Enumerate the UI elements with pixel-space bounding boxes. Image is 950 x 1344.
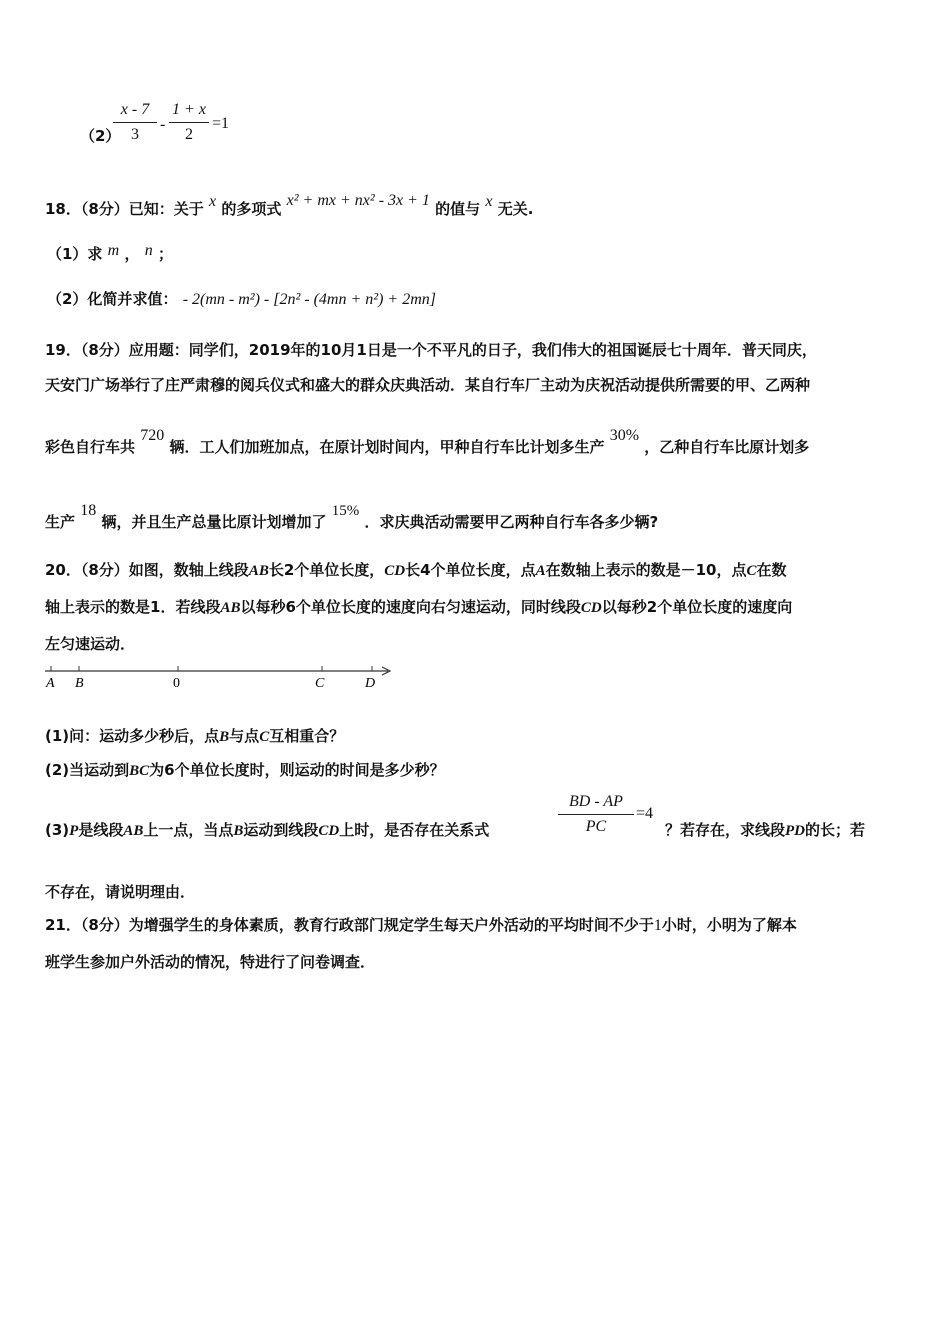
q19-line-1: 19．（8分）应用题：同学们，2019年的10月1日是一个不平凡的日子，我们伟大的祖国诞辰七十周年．普天同庆， [45,341,817,359]
q20-p3-segment-pd: PD [785,823,806,839]
axis-label-b: B [75,676,84,691]
q20-p3-e: 上时，是否存在关系式 [339,821,490,839]
q18-mid: 的多项式 [221,200,282,218]
q20-p3-d: 运动到线段 [243,821,319,839]
q19-number-720: 720 [140,427,165,444]
q20-frac-rhs: =4 [636,805,654,822]
q20-p3-g: 的长；若 [805,821,866,839]
q18-p1-label: （1）求 [47,245,103,263]
q19-number-18: 18 [80,502,97,519]
q18-p1-m: m [107,242,120,259]
q18-p1-n: n [144,242,153,259]
q20-p1-b: 与点 [229,727,260,745]
q19-percent-30: 30% [609,427,640,444]
q18-p1-comma: ， [124,245,140,263]
q20-p3-b: 是线段 [78,821,124,839]
q20-l2-b: 以每秒6个单位长度的速度向右匀速运动，同时线段 [240,598,581,616]
q20-p2-segment-bc: BC [129,763,150,779]
q18-var-x: x [209,193,217,210]
axis-label-zero: 0 [173,676,180,691]
q21-number-1: 1 [653,917,662,934]
q18-p2-expression: - 2(mn - m²) - [2n² - (4mn + n²) + 2mn] [182,291,436,308]
q19-line-4 [45,502,659,533]
q19-line4-b: 辆，并且生产总量比原计划增加了 [101,513,327,531]
q20-l1-b: 长2个单位长度， [268,561,385,579]
q20-p3-segment-cd: CD [318,823,340,839]
q19-line3-b: 辆．工人们加班加点，在原计划时间内，甲种自行车比计划多生产 [169,438,605,456]
q20-line-2 [45,597,792,618]
q18-part2 [47,289,436,310]
q20-segment-ab-2: AB [220,600,241,616]
q20-p2-a: (2)当运动到 [45,761,130,779]
q19-line4-a: 生产 [45,513,76,531]
q20-part-2 [45,760,445,781]
q21-line-2: 班学生参加户外活动的情况，特进行了问卷调查． [45,953,376,971]
q20-l1-a: 20．（8分）如图，数轴上线段 [45,561,249,579]
q20-frac-numerator: BD - AP [569,793,623,810]
q20-p3-a: (3) [45,821,70,839]
q18-polynomial: x² + mx + nx² - 3x + 1 [286,192,430,209]
q19-line4-c: ．求庆典活动需要甲乙两种自行车各多少辆? [364,513,659,531]
q18-stem [45,192,534,220]
q17-frac1-numerator: x - 7 [120,101,150,118]
q20-l1-c: 长4个单位长度，点 [405,561,536,579]
q20-l2-c: 以每秒2个单位长度的速度向 [601,598,793,616]
q20-p1-c: 互相重合？ [269,727,345,745]
q20-l2-a: 轴上表示的数是1．若线段 [45,598,221,616]
q20-point-c: C [746,563,757,579]
q19-line3-a: 彩色自行车共 [45,438,136,456]
q19-line-3 [45,427,810,458]
q18-p1-end: ； [157,245,173,263]
q19-line3-c: ，乙种自行车比原计划多 [644,438,810,456]
q18-var-x-2: x [485,193,493,210]
q20-segment-ab: AB [248,563,269,579]
axis-label-a: A [46,676,55,691]
q20-p1-a: (1)问：运动多少秒后，点 [45,727,220,745]
q17-part2-label: （2） [80,127,121,145]
q18-tail1: 的值与 [435,200,481,218]
q18-lead: 18．（8分）已知：关于 [45,200,204,218]
q19-line-2: 天安门广场举行了庄严肃穆的阅兵仪式和盛大的群众庆典活动．某自行车厂主动为庆祝活动提供所需要的甲、乙两种 [45,376,811,394]
q18-p2-label: （2）化简并求值： [47,290,178,308]
q19-percent-15: 15% [331,503,360,519]
q17-frac1-denominator: 3 [131,126,139,143]
q20-p3-f: ？若存在，求线段 [665,821,786,839]
q20-point-a: A [535,563,546,579]
q20-l1-e: 在数 [756,561,787,579]
axis-label-d: D [365,676,376,691]
q20-part-3 [45,820,489,841]
q20-relation-fraction [558,793,634,836]
q17-minus: - [160,116,166,133]
q20-p1-point-b: B [219,729,230,745]
q20-part-3-end: 不存在，请说明理由． [45,883,196,901]
q20-part-1 [45,726,344,747]
q20-line-3: 左匀速运动． [45,635,136,653]
q20-l1-d: 在数轴上表示的数是－10，点 [545,561,747,579]
q17-rhs: =1 [212,115,230,132]
q17-fraction-1 [113,101,157,144]
q21-l1-b: 小时，小明为了解本 [661,916,797,934]
q18-tail2: 无关. [497,200,534,218]
q21-line-1 [45,915,797,936]
q20-p1-point-c: C [259,729,270,745]
q20-p3-point-b: B [233,823,244,839]
q20-p3-c: 上一点，当点 [143,821,234,839]
q20-segment-cd: CD [384,563,406,579]
q17-frac2-denominator: 2 [185,126,193,143]
axis-label-c: C [315,676,325,691]
q18-part1 [47,244,173,265]
q17-fraction-2 [169,101,209,144]
q20-p2-b: 为6个单位长度时，则运动的时间是多少秒？ [149,761,445,779]
q21-l1-a: 21．（8分）为增强学生的身体素质，教育行政部门规定学生每天户外活动的平均时间不少于 [45,916,654,934]
q20-line-1 [45,560,787,581]
q20-p3-point-p: P [69,823,79,839]
q20-segment-cd-2: CD [580,600,602,616]
q20-frac-denominator: PC [585,818,607,835]
q20-part-3-cont [665,820,865,841]
q20-number-line [40,660,400,694]
q17-frac2-numerator: 1 + x [172,101,206,118]
q20-p3-segment-ab: AB [123,823,144,839]
